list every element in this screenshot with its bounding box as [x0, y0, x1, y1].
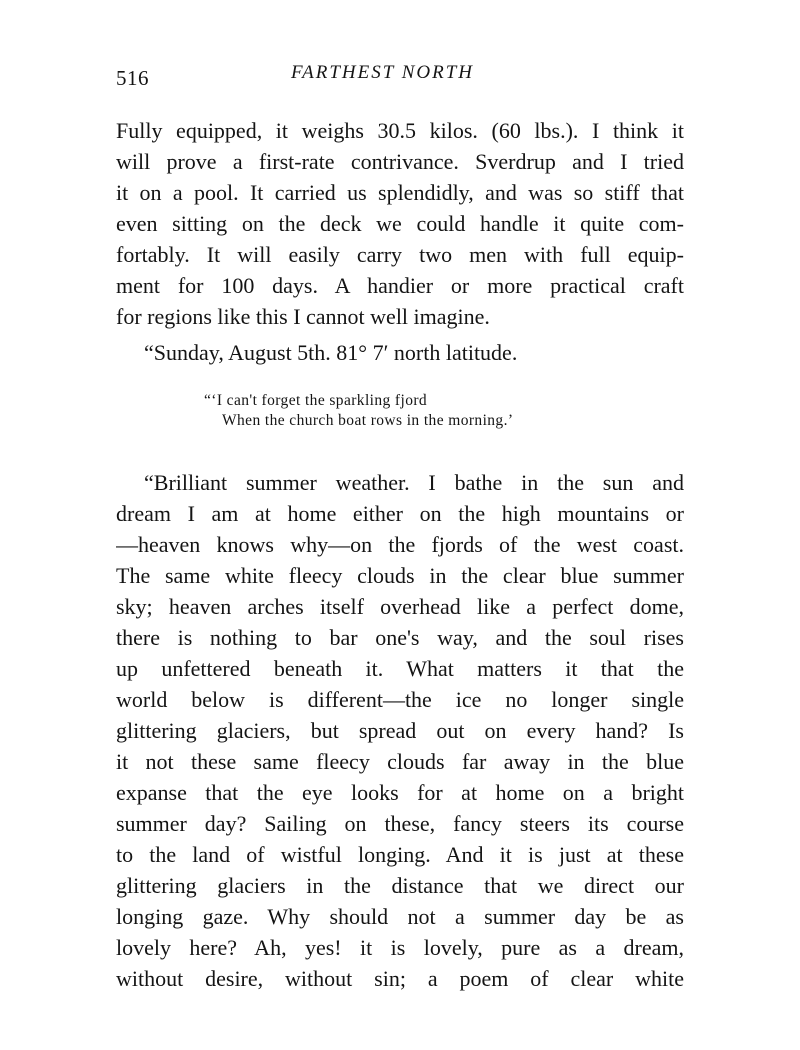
- text-line: glittering glaciers, but spread out on every hand? Is: [116, 718, 684, 743]
- text-line: lovely here? Ah, yes! it is lovely, pure as a dream,: [116, 935, 684, 960]
- text-line: it not these same fleecy clouds far away in the blue: [116, 749, 684, 774]
- text-line: up unfettered beneath it. What matters it that the: [116, 656, 684, 681]
- text-line: dream I am at home either on the high mountains or: [116, 501, 684, 526]
- text-line: Fully equipped, it weighs 30.5 kilos. (60 lbs.). I think it: [116, 118, 684, 143]
- text-line: glittering glaciers in the distance that we direct our: [116, 873, 684, 898]
- page-number: 516: [116, 66, 149, 90]
- verse-line: When the church boat rows in the morning.’: [222, 412, 514, 429]
- text-line: to the land of wistful longing. And it is just at these: [116, 842, 684, 867]
- text-line: even sitting on the deck we could handle it quite com-: [116, 211, 684, 236]
- text-line: world below is different—the ice no longer single: [116, 687, 684, 712]
- text-line: for regions like this I cannot well imagine.: [116, 304, 490, 329]
- verse-line: “‘I can't forget the sparkling fjord: [204, 392, 428, 409]
- text-line: The same white fleecy clouds in the clear blue summer: [116, 563, 684, 588]
- text-line: “Brilliant summer weather. I bathe in the sun and: [144, 470, 684, 495]
- text-line: fortably. It will easily carry two men with full equip-: [116, 242, 684, 267]
- text-line: —heaven knows why—on the fjords of the west coast.: [116, 532, 684, 557]
- text-line: sky; heaven arches itself overhead like a perfect dome,: [116, 594, 684, 619]
- text-line: ment for 100 days. A handier or more practical craft: [116, 273, 684, 298]
- text-line: expanse that the eye looks for at home on a bright: [116, 780, 684, 805]
- verse-quote: [204, 391, 624, 431]
- text-line: without desire, without sin; a poem of clear white: [116, 966, 684, 991]
- text-line: longing gaze. Why should not a summer day be as: [116, 904, 684, 929]
- text-line: it on a pool. It carried us splendidly, and was so stiff that: [116, 180, 684, 205]
- text-line: will prove a first-rate contrivance. Sverdrup and I tried: [116, 149, 684, 174]
- page-header: [116, 60, 686, 90]
- text-line: summer day? Sailing on these, fancy steers its course: [116, 811, 684, 836]
- text-line: there is nothing to bar one's way, and the soul rises: [116, 625, 684, 650]
- paragraph-boat: [116, 115, 684, 332]
- paragraph-summer: [116, 467, 684, 994]
- running-title: FARTHEST NORTH: [291, 62, 475, 83]
- diary-dateline: “Sunday, August 5th. 81° 7′ north latitude.: [144, 340, 518, 365]
